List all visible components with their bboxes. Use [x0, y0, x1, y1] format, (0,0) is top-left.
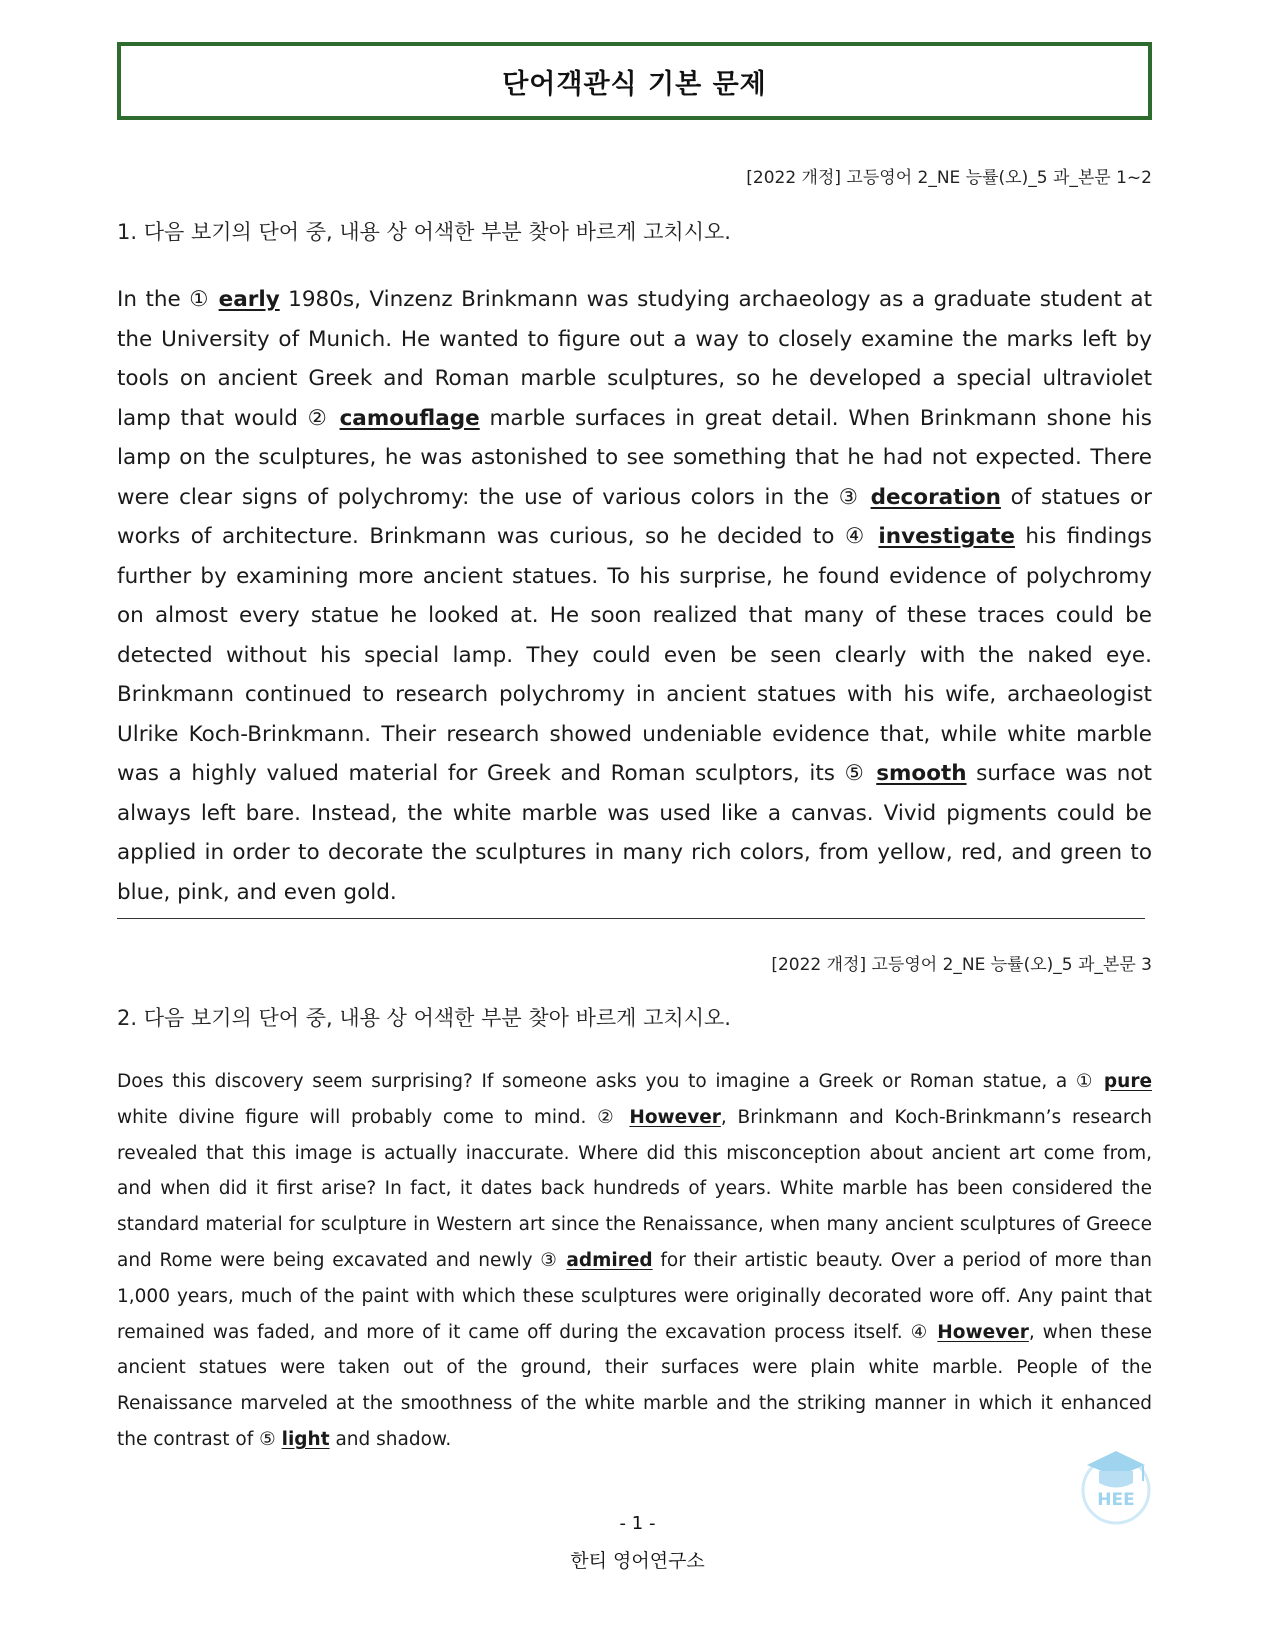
q1-text-segment: 1980s, Vinzenz Brinkmann was studying archaeology as a graduate student at the University of Munich. He wanted to figure out a way to closely examine the marks left by tools on ancient Greek and Roman marble sculptures, so he developed a special ultraviolet lamp that would ②	[117, 287, 1153, 431]
q1-marked-word: early	[218, 287, 280, 312]
publisher-name: 한티 영어연구소	[570, 1550, 705, 1572]
q1-marked-word: decoration	[870, 484, 1001, 510]
q2-text-segment: and shadow.	[329, 1428, 452, 1450]
page-number: - 1 -	[619, 1513, 656, 1534]
q2-text-segment: white divine figure will probably come to mind. ②	[117, 1106, 630, 1128]
q1-text-segment: In the ①	[117, 287, 219, 312]
q2-text-segment: Does this discovery seem surprising? If someone asks you to imagine a Greek or Roman statue, a ①	[117, 1071, 1104, 1092]
q2-text-segment: for their artistic beauty. Over a period of more than 1,000 years, much of the paint with which these sculptures were originally decorated wore off. Any paint that remained was faded, and more of it came off during the excavation process itself. ④	[117, 1249, 1152, 1343]
q1-marked-word: camouflage	[339, 405, 480, 431]
q1-text-segment: his findings further by examining more ancient statues. To his surprise, he found evidence of polychromy on almost every statue he looked at. He soon realized that many of these traces could be detected without his special lamp. They could even be seen clearly with the naked eye. Brinkmann continued to research polychromy in ancient statues with his wife, archaeologist Ulrike Koch-Brinkmann. Their research showed undeniable evidence that, while white marble was a highly valued material for Greek and Roman sculptors, its ⑤	[117, 524, 1152, 786]
q2-text-segment: , when these ancient statues were taken out of the ground, their surfaces were plain white marble. People of the Renaissance marveled at the smoothness of the white marble and the striking manner in which it enhanced the contrast of ⑤	[117, 1321, 1152, 1450]
q2-source: [2022 개정] 고등영어 2_NE 능률(오)_5 과_본문 3	[771, 955, 1152, 975]
title-box	[117, 42, 1152, 120]
q1-text-segment: marble surfaces in great detail. When Brinkmann shone his lamp on the sculptures, he was astonished to see something that he had not expected. There were clear signs of polychromy: the use of various colors in the ③	[117, 405, 1152, 510]
q2-marked-word: pure	[1103, 1071, 1152, 1092]
q2-text-segment: , Brinkmann and Koch-Brinkmann’s research revealed that this image is actually inaccurate. Where did this misconception about ancient art come from, and when did it first arise? In fact, it dates back hundreds of years. White marble has been considered the standard material for sculpture in Western art since the Renaissance, when many ancient sculptures of Greece and Rome were being excavated and newly ③	[117, 1106, 1152, 1271]
q1-marked-word: investigate	[878, 524, 1015, 549]
q1-source: [2022 개정] 고등영어 2_NE 능률(오)_5 과_본문 1~2	[746, 168, 1152, 188]
q1-text-segment: of statues or works of architecture. Brinkmann was curious, so he decided to ④	[117, 484, 1152, 549]
q2-marked-word: admired	[566, 1249, 653, 1271]
q1-prompt: 1. 다음 보기의 단어 중, 내용 상 어색한 부분 찾아 바르게 고치시오.	[117, 220, 731, 244]
q2-marked-word: light	[281, 1428, 330, 1450]
page-title: 단어객관식 기본 문제	[502, 68, 767, 100]
q2-prompt: 2. 다음 보기의 단어 중, 내용 상 어색한 부분 찾아 바르게 고치시오.	[117, 1006, 731, 1030]
q1-passage	[117, 280, 1152, 912]
q1-marked-word: smooth	[876, 761, 967, 786]
q2-marked-word: However	[629, 1106, 721, 1128]
q2-marked-word: However	[937, 1321, 1029, 1343]
section-divider	[117, 918, 1145, 919]
q2-passage	[117, 1064, 1152, 1458]
q1-text-segment: surface was not always left bare. Instead, the white marble was used like a canvas. Vivid pigments could be applied in order to decorate the sculptures in many rich colors, from yellow, red, and green to blue, pink, and even gold.	[117, 761, 1152, 905]
svg-text:HEE: HEE	[1097, 1490, 1135, 1510]
